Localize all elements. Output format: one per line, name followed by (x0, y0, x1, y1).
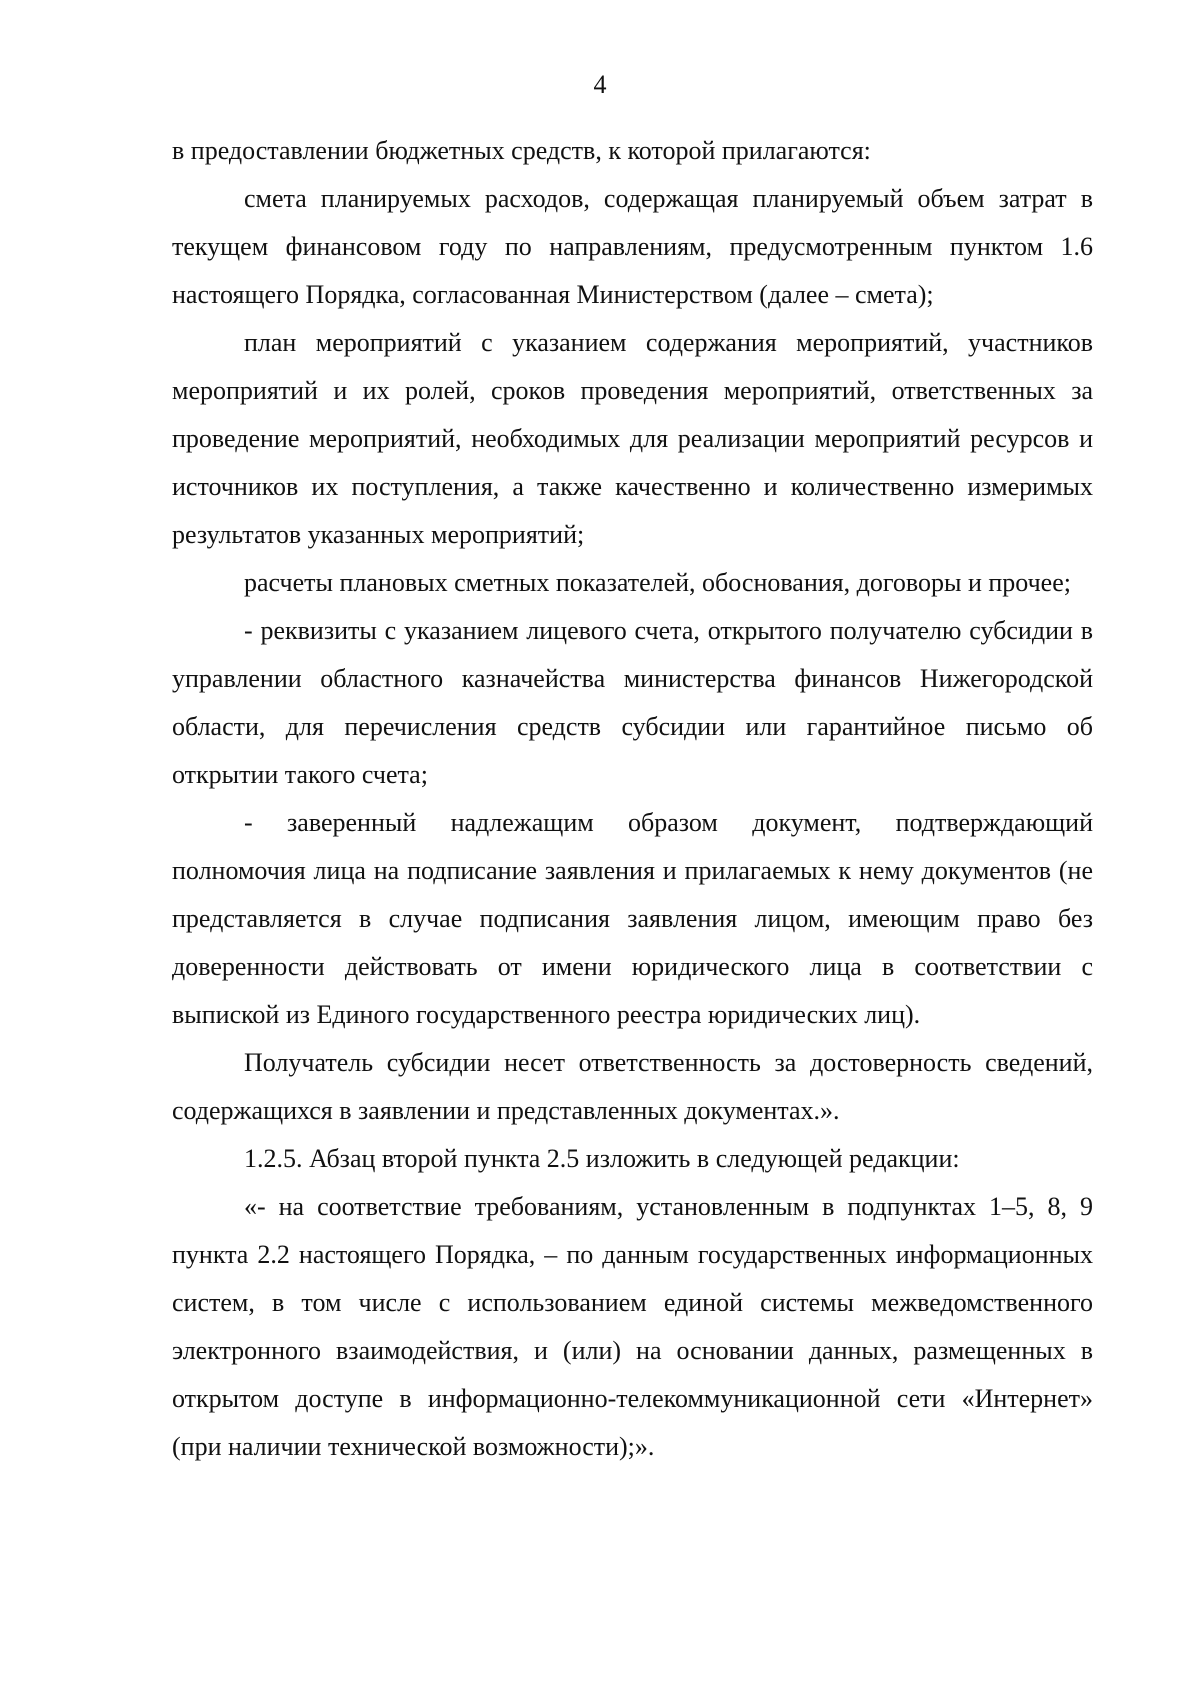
paragraph-estimate: смета планируемых расходов, содержащая планируемый объем затрат в текущем финансовом году по направлениям, предусмотренным пунктом 1.6 настоящего Порядка, согласованная Министерством (далее – смета); (172, 184, 1093, 309)
paragraph-amendment-text: «- на соответствие требованиям, установленным в подпунктах 1–5, 8, 9 пункта 2.2 настоящего Порядка, – по данным государственных информационных систем, в том числе с использованием единой системы межведомственного электронного взаимодействия, и (или) на основании данных, размещенных в открытом доступе в информационно-телекоммуникационной сети «Интернет» (при наличии технической возможности);». (172, 1192, 1093, 1461)
paragraph-bank-details: - реквизиты с указанием лицевого счета, открытого получателю субсидии в управлении областного казначейства министерства финансов Нижегородской области, для перечисления средств субсидии или гарантийное письмо об открытии такого счета; (172, 616, 1093, 789)
paragraph-amendment-heading: 1.2.5. Абзац второй пункта 2.5 изложить в следующей редакции: (244, 1144, 960, 1173)
paragraph-event-plan: план мероприятий с указанием содержания мероприятий, участников мероприятий и их ролей, сроков проведения мероприятий, ответственных за проведение мероприятий, необходимых для реализации мероприятий ресурсов и источников их поступления, а также качественно и количественно измеримых результатов указанных мероприятий; (172, 328, 1093, 549)
paragraph-authority-document: - заверенный надлежащим образом документ, подтверждающий полномочия лица на подписание заявления и прилагаемых к нему документов (не представляется в случае подписания заявления лицом, имеющим право без доверенности действовать от имени юридического лица в соответствии с выпиской из Единого государственного реестра юридических лиц). (172, 808, 1093, 1029)
paragraph-calculations: расчеты плановых сметных показателей, обоснования, договоры и прочее; (244, 568, 1071, 597)
document-body (172, 127, 1093, 1471)
page-number: 4 (593, 70, 607, 99)
paragraph-responsibility: Получатель субсидии несет ответственность за достоверность сведений, содержащихся в заявлении и представленных документах.». (172, 1048, 1093, 1125)
paragraph-continuation: в предоставлении бюджетных средств, к которой прилагаются: (172, 136, 871, 165)
